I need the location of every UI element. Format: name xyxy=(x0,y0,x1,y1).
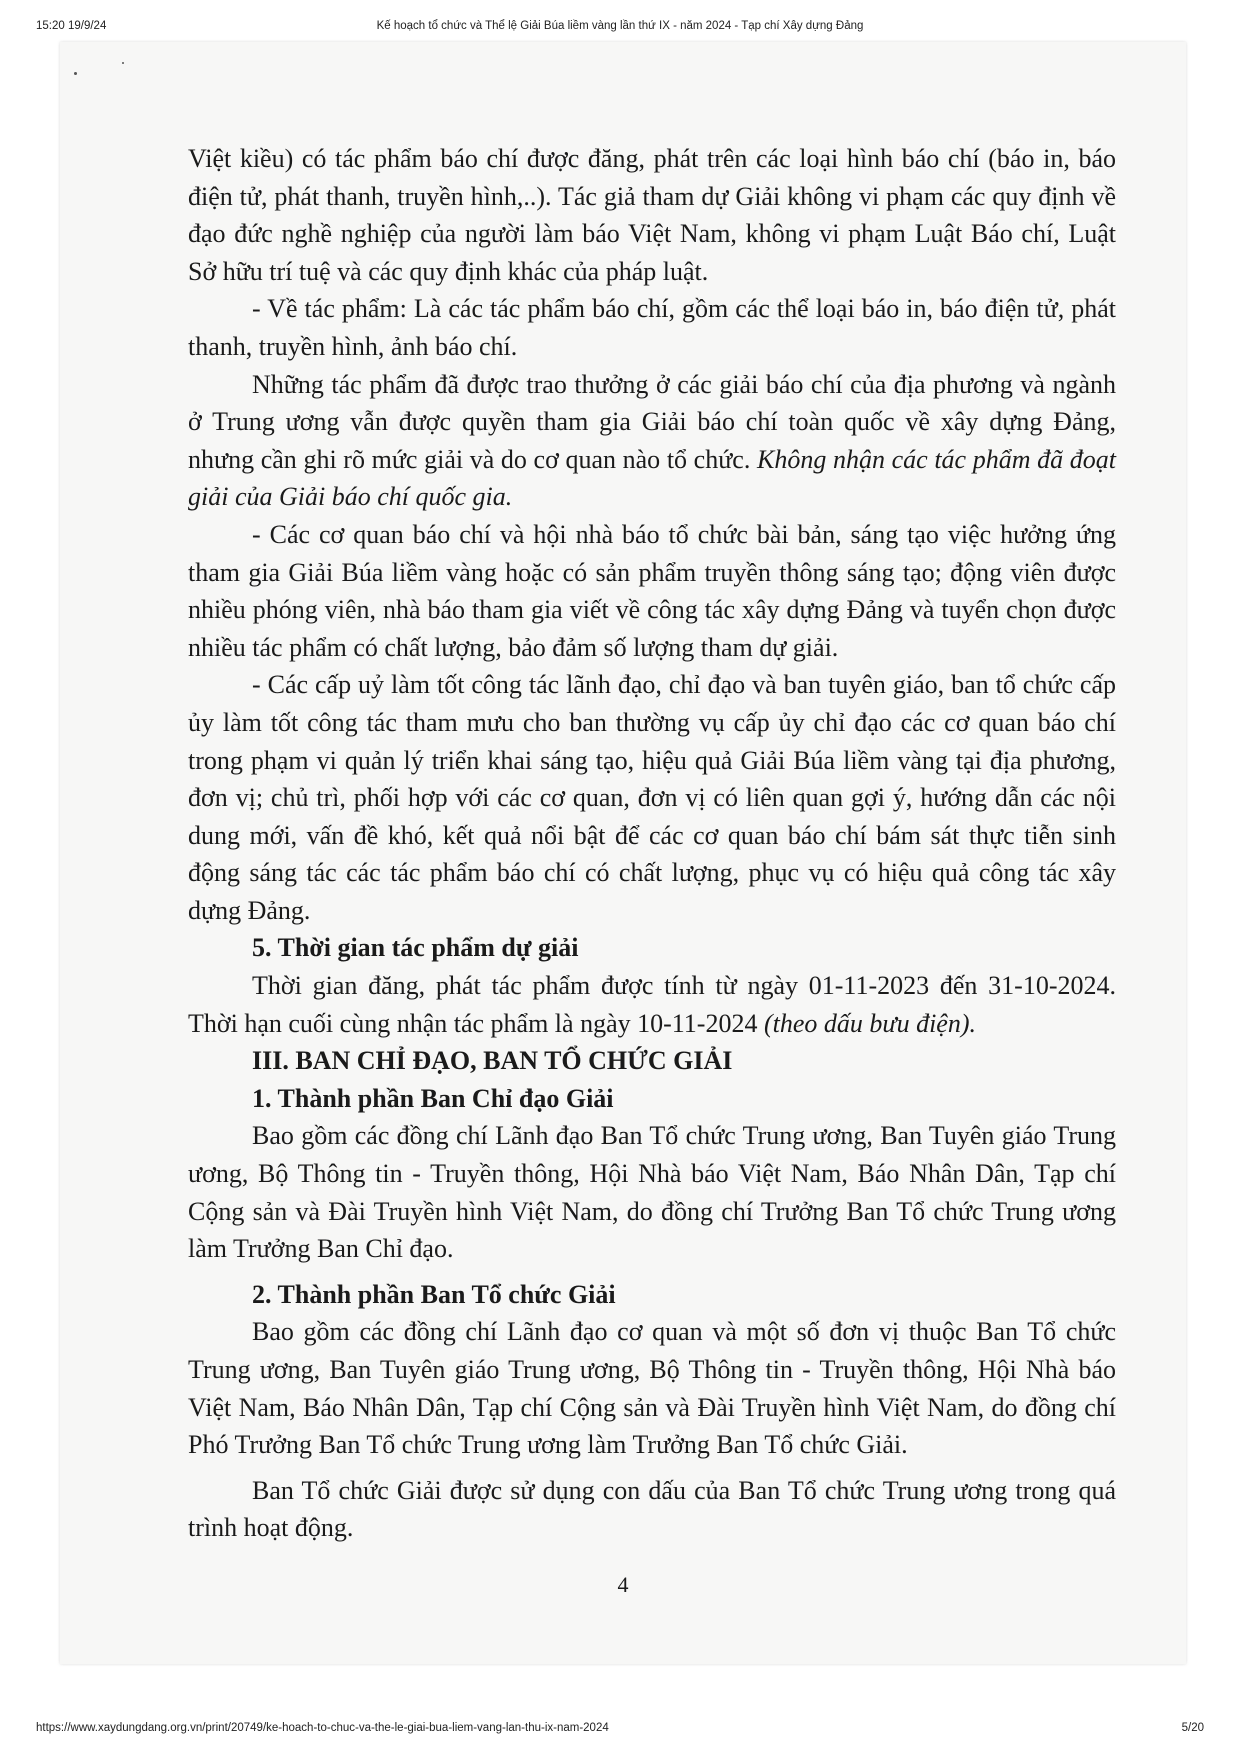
heading-submission-period: 5. Thời gian tác phẩm dự giải xyxy=(252,933,579,963)
document-body xyxy=(188,140,1116,1547)
paragraph-press-agencies: - Các cơ quan báo chí và hội nhà báo tổ chức bài bản, sáng tạo việc hưởng ứng tham gia Giải Búa liềm vàng hoặc có sản phẩm truyền thông sáng tạo; động viên được nhiều phóng viên, nhà báo tham gia viết về công tác xây dựng Đảng và tuyển chọn được nhiều tác phẩm có chất lượng, bảo đảm số lượng tham dự giải. xyxy=(188,519,1116,662)
scan-speck xyxy=(122,62,124,64)
print-header xyxy=(0,16,1240,36)
paragraph-steering-committee: Bao gồm các đồng chí Lãnh đạo Ban Tổ chức Trung ương, Ban Tuyên giáo Trung ương, Bộ Thông tin - Truyền thông, Hội Nhà báo Việt Nam, Báo Nhân Dân, Tạp chí Cộng sản và Đài Truyền hình Việt Nam, do đồng chí Trưởng Ban Tổ chức Trung ương làm Trưởng Ban Chỉ đạo. xyxy=(188,1121,1116,1264)
paragraph-submission-period-italic: (theo dấu bưu điện). xyxy=(763,1008,976,1038)
paragraph-seal-usage: Ban Tổ chức Giải được sử dụng con dấu của Ban Tổ chức Trung ương trong quá trình hoạt động. xyxy=(188,1475,1116,1543)
print-page-indicator: 5/20 xyxy=(1181,1722,1204,1734)
print-footer xyxy=(0,1718,1240,1738)
print-timestamp: 15:20 19/9/24 xyxy=(36,20,107,32)
paragraph-submission-period-text: Thời gian đăng, phát tác phẩm được tính từ ngày 01-11-2023 đến 31-10-2024. Thời hạn cuối cùng nhận tác phẩm là ngày 10-11-2024 xyxy=(188,971,1116,1038)
paragraph-organizing-committee: Bao gồm các đồng chí Lãnh đạo cơ quan và một số đơn vị thuộc Ban Tổ chức Trung ương, Ban Tuyên giáo Trung ương, Bộ Thông tin - Truyền thông, Hội Nhà báo Việt Nam, Báo Nhân Dân, Tạp chí Cộng sản và Đài Truyền hình Việt Nam, do đồng chí Phó Trưởng Ban Tổ chức Trung ương làm Trưởng Ban Tổ chức Giải. xyxy=(188,1317,1116,1460)
paragraph-author-eligibility: Việt kiều) có tác phẩm báo chí được đăng, phát trên các loại hình báo chí (báo in, báo điện tử, phát thanh, truyền hình,..). Tác giả tham dự Giải không vi phạm các quy định về đạo đức nghề nghiệp của người làm báo Việt Nam, không vi phạm Luật Báo chí, Luật Sở hữu trí tuệ và các quy định khác của pháp luật. xyxy=(188,144,1116,286)
paragraph-awarded-works-text: Những tác phẩm đã được trao thưởng ở các giải báo chí của địa phương và ngành ở Trung ương vẫn được quyền tham gia Giải báo chí toàn quốc về xây dựng Đảng, nhưng cần ghi rõ mức giải và do cơ quan nào tổ chức. xyxy=(188,369,1116,474)
paragraph-submission-period xyxy=(188,967,1116,1042)
paragraph-works: - Về tác phẩm: Là các tác phẩm báo chí, gồm các thể loại báo in, báo điện tử, phát thanh, truyền hình, ảnh báo chí. xyxy=(188,294,1116,361)
scanned-page xyxy=(60,42,1186,1664)
paragraph-awarded-works-italic: Không nhận các tác phẩm đã đoạt giải của Giải báo chí quốc gia. xyxy=(188,444,1117,512)
paragraph-party-committees: - Các cấp uỷ làm tốt công tác lãnh đạo, chỉ đạo và ban tuyên giáo, ban tổ chức cấp ủy làm tốt công tác tham mưu cho ban thường vụ cấp ủy chỉ đạo các cơ quan báo chí trong phạm vi quản lý triển khai sáng tạo, hiệu quả Giải Búa liềm vàng tại địa phương, đơn vị; chủ trì, phối hợp với các cơ quan, đơn vị có liên quan gợi ý, hướng dẫn các nội dung mới, vấn đề khó, kết quả nổi bật để các cơ quan báo chí bám sát thực tiễn sinh động sáng tác các tác phẩm báo chí có chất lượng, phục vụ có hiệu quả công tác xây dựng Đảng. xyxy=(188,670,1116,925)
scan-speck xyxy=(74,72,77,75)
heading-organizing-committee: 2. Thành phần Ban Tổ chức Giải xyxy=(252,1279,616,1309)
paragraph-awarded-works xyxy=(188,366,1116,516)
page-number: 4 xyxy=(617,1572,629,1597)
print-url: https://www.xaydungdang.org.vn/print/20749/ke-hoach-to-chuc-va-the-le-giai-bua-liem-vang-lan-thu-ix-nam-2024 xyxy=(36,1722,609,1734)
heading-steering-organizing: III. BAN CHỈ ĐẠO, BAN TỔ CHỨC GIẢI xyxy=(252,1046,733,1076)
print-page-title: Kế hoạch tổ chức và Thể lệ Giải Búa liềm vàng lần thứ IX - năm 2024 - Tạp chí Xây dựng Đảng xyxy=(376,20,864,32)
heading-steering-committee: 1. Thành phần Ban Chỉ đạo Giải xyxy=(252,1083,614,1113)
